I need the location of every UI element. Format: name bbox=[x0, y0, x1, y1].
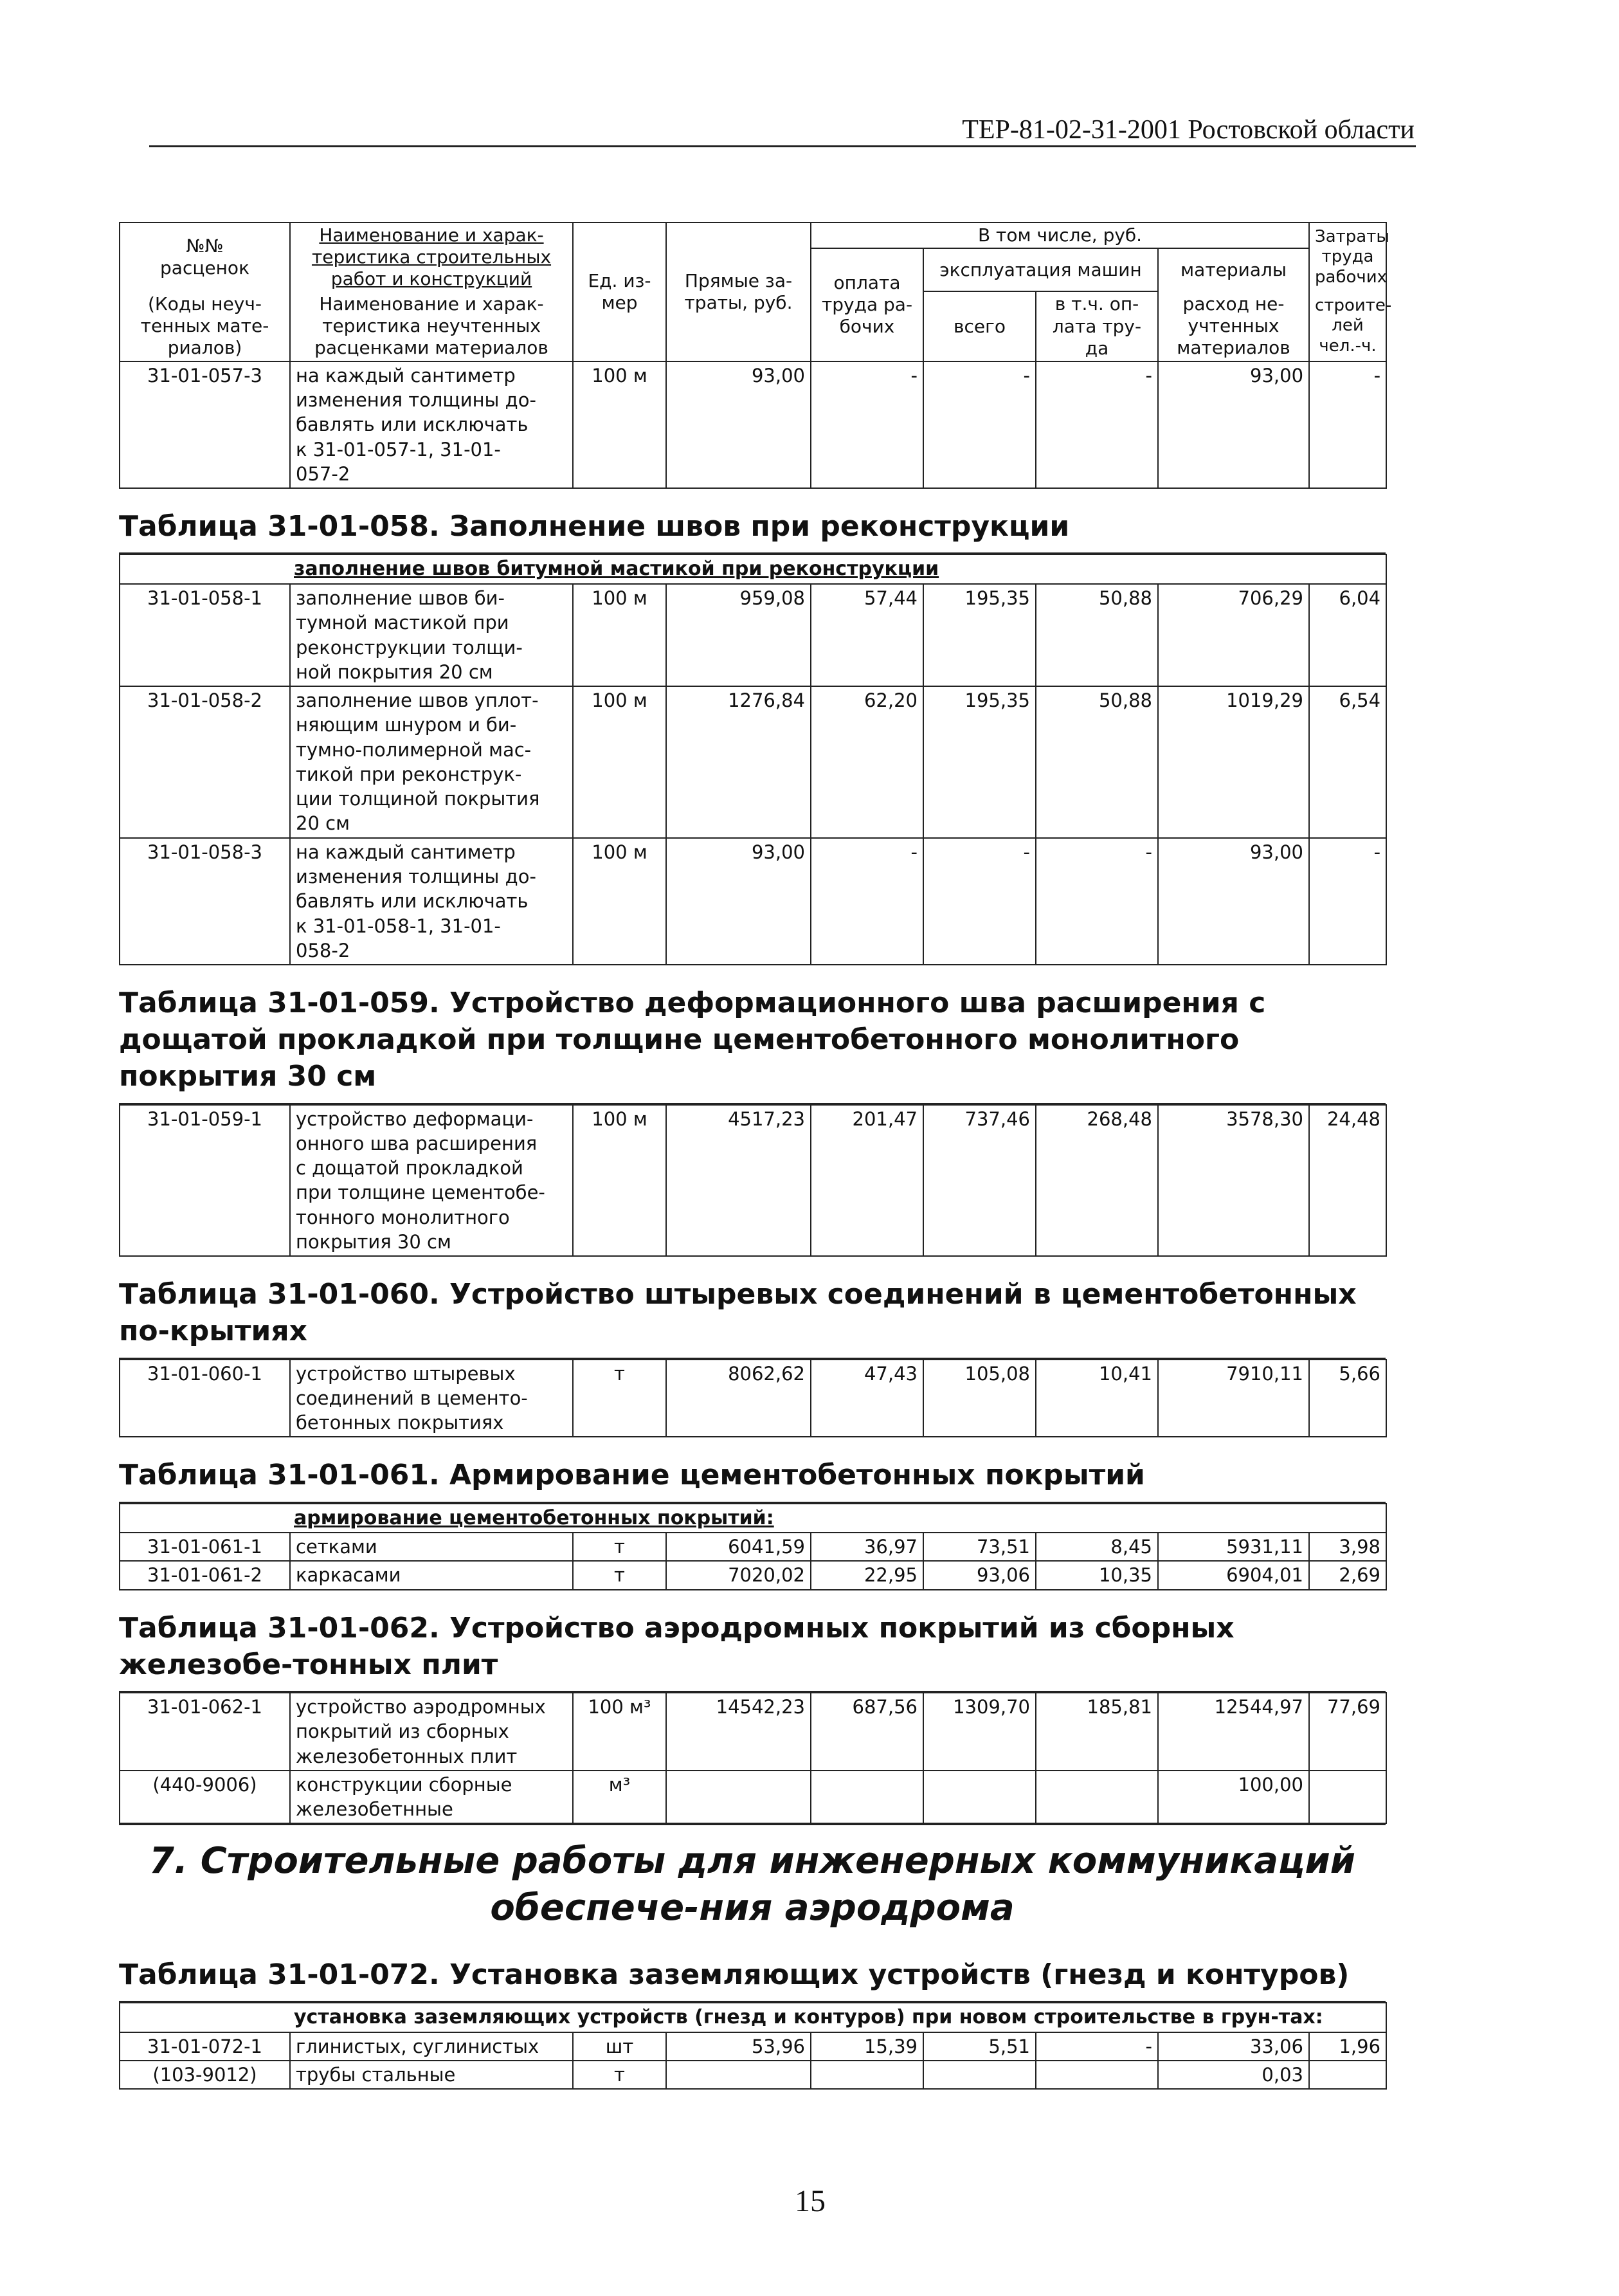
rate-unit-cell: 100 м³ bbox=[573, 1693, 666, 1771]
rate-code-cell: 31-01-062-1 bbox=[120, 1693, 290, 1771]
colhead-machines-wages: в т.ч. оп- лата тру- да bbox=[1036, 291, 1158, 361]
direct-costs-cell: 6041,59 bbox=[666, 1533, 811, 1561]
rate-code-cell: 31-01-072-1 bbox=[120, 2032, 290, 2061]
machine-costs-cell: 73,51 bbox=[923, 1533, 1036, 1561]
machine-costs-cell: 195,35 bbox=[923, 584, 1036, 686]
machine-costs-cell: 1309,70 bbox=[923, 1693, 1036, 1771]
labor-costs-cell: - bbox=[1309, 361, 1386, 488]
table-057-body bbox=[120, 361, 1386, 488]
rate-unit-cell: 100 м bbox=[573, 686, 666, 838]
materials-cell: 7910,11 bbox=[1158, 1360, 1309, 1437]
materials-cell: 3578,30 bbox=[1158, 1105, 1309, 1257]
rate-code-cell: 31-01-058-3 bbox=[120, 838, 290, 965]
machine-costs-cell bbox=[923, 1771, 1036, 1824]
table-row bbox=[120, 1561, 1386, 1589]
colhead-unit: Ед. из- мер bbox=[573, 223, 666, 361]
table-060-body bbox=[120, 1360, 1386, 1437]
machine-costs-cell: 105,08 bbox=[923, 1360, 1036, 1437]
materials-cell: 5931,11 bbox=[1158, 1533, 1309, 1561]
document-body bbox=[119, 222, 1392, 2090]
colhead-including: В том числе, руб. bbox=[811, 223, 1309, 248]
rate-name-cell: устройство штыревых соединений в цементо- бетонных покрытиях bbox=[290, 1360, 573, 1437]
labor-costs-cell: 2,69 bbox=[1309, 1561, 1386, 1589]
rate-unit-cell: т bbox=[573, 1533, 666, 1561]
table-058-subheading: заполнение швов битумной мастикой при реконструкции bbox=[120, 554, 1386, 584]
table-072-caption: Таблица 31-01-072. Установка заземляющих устройств (гнезд и контуров) bbox=[119, 1937, 1386, 2002]
table-row bbox=[120, 686, 1386, 838]
rate-unit-cell: м³ bbox=[573, 1771, 666, 1824]
rate-name-cell: на каждый сантиметр изменения толщины до- бавлять или исключать к 31-01-057-1, 31-01- 057-2 bbox=[290, 361, 573, 488]
machine-costs-cell: 5,51 bbox=[923, 2032, 1036, 2061]
machine-wages-cell: 185,81 bbox=[1036, 1693, 1158, 1771]
colhead-number: №№ расценок bbox=[120, 223, 290, 291]
direct-costs-cell bbox=[666, 2061, 811, 2089]
direct-costs-cell bbox=[666, 1771, 811, 1824]
colhead-materials-name: Наименование и харак- теристика неучтенных расценками материалов bbox=[290, 291, 573, 361]
colhead-name: Наименование и харак- теристика строительных работ и конструкций bbox=[290, 223, 573, 291]
labor-costs-cell: 3,98 bbox=[1309, 1533, 1386, 1561]
machine-wages-cell: 50,88 bbox=[1036, 584, 1158, 686]
labor-costs-cell: 6,54 bbox=[1309, 686, 1386, 838]
rate-name-cell: устройство аэродромных покрытий из сборных железобетонных плит bbox=[290, 1693, 573, 1771]
colhead-labor-unit: строите- лей чел.-ч. bbox=[1309, 291, 1386, 361]
wages-cell: 201,47 bbox=[811, 1105, 923, 1257]
colhead-direct-costs: Прямые за- траты, руб. bbox=[666, 223, 811, 361]
rate-code-cell: 31-01-058-1 bbox=[120, 584, 290, 686]
rate-unit-cell: 100 м bbox=[573, 584, 666, 686]
rate-unit-cell: шт bbox=[573, 2032, 666, 2061]
machine-wages-cell: - bbox=[1036, 838, 1158, 965]
wages-cell: 22,95 bbox=[811, 1561, 923, 1589]
table-row bbox=[120, 361, 1386, 488]
table-058-caption: Таблица 31-01-058. Заполнение швов при реконструкции bbox=[119, 489, 1386, 554]
wages-cell: 47,43 bbox=[811, 1360, 923, 1437]
direct-costs-cell: 7020,02 bbox=[666, 1561, 811, 1589]
rate-code-cell: 31-01-061-1 bbox=[120, 1533, 290, 1561]
running-header: ТЕР-81-02-31-2001 Ростовской области bbox=[962, 115, 1415, 145]
rate-unit-cell: т bbox=[573, 1561, 666, 1589]
rate-code-cell: (103-9012) bbox=[120, 2061, 290, 2089]
table-059-body bbox=[120, 1105, 1386, 1257]
machine-wages-cell: - bbox=[1036, 2032, 1158, 2061]
table-row bbox=[120, 1693, 1386, 1771]
direct-costs-cell: 14542,23 bbox=[666, 1693, 811, 1771]
colhead-labor: Затраты труда рабочих bbox=[1309, 223, 1386, 291]
direct-costs-cell: 8062,62 bbox=[666, 1360, 811, 1437]
table-059 bbox=[119, 1104, 1387, 1257]
rate-code-cell: 31-01-061-2 bbox=[120, 1561, 290, 1589]
labor-costs-cell: 5,66 bbox=[1309, 1360, 1386, 1437]
direct-costs-cell: 53,96 bbox=[666, 2032, 811, 2061]
materials-cell: 93,00 bbox=[1158, 361, 1309, 488]
machine-wages-cell bbox=[1036, 2061, 1158, 2089]
rate-name-cell: сетками bbox=[290, 1533, 573, 1561]
machine-wages-cell: 10,35 bbox=[1036, 1561, 1158, 1589]
materials-cell: 93,00 bbox=[1158, 838, 1309, 965]
rate-name-cell: на каждый сантиметр изменения толщины до- бавлять или исключать к 31-01-058-1, 31-01- 058-2 bbox=[290, 838, 573, 965]
rates-table-head bbox=[119, 222, 1392, 489]
direct-costs-cell: 1276,84 bbox=[666, 686, 811, 838]
wages-cell: 62,20 bbox=[811, 686, 923, 838]
colhead-materials: материалы bbox=[1158, 248, 1309, 291]
table-072 bbox=[119, 2002, 1387, 2090]
section-7-title: 7. Строительные работы для инженерных коммуникаций обеспече-ния аэродрома bbox=[119, 1824, 1386, 1937]
wages-cell bbox=[811, 2061, 923, 2089]
table-072-subheading: установка заземляющих устройств (гнезд и контуров) при новом строительстве в грун-тах: bbox=[120, 2003, 1386, 2032]
rate-name-cell: устройство деформаци- онного шва расширения с дощатой прокладкой при толщине цементобе- тонного монолитного покрытия 30 см bbox=[290, 1105, 573, 1257]
wages-cell: 36,97 bbox=[811, 1533, 923, 1561]
direct-costs-cell: 959,08 bbox=[666, 584, 811, 686]
table-061 bbox=[119, 1503, 1387, 1590]
table-061-body bbox=[120, 1533, 1386, 1590]
table-061-caption: Таблица 31-01-061. Армирование цементобетонных покрытий bbox=[119, 1437, 1386, 1502]
table-062-caption: Таблица 31-01-062. Устройство аэродромных покрытий из сборных железобе-тонных плит bbox=[119, 1590, 1386, 1692]
direct-costs-cell: 93,00 bbox=[666, 838, 811, 965]
materials-cell: 100,00 bbox=[1158, 1771, 1309, 1824]
colhead-wages: оплата труда ра- бочих bbox=[811, 248, 923, 361]
machine-wages-cell: 10,41 bbox=[1036, 1360, 1158, 1437]
machine-wages-cell: 8,45 bbox=[1036, 1533, 1158, 1561]
colhead-number-codes: (Коды неуч- тенных мате- риалов) bbox=[120, 291, 290, 361]
table-row bbox=[120, 1771, 1386, 1824]
machine-costs-cell: 93,06 bbox=[923, 1561, 1036, 1589]
table-row bbox=[120, 584, 1386, 686]
machine-costs-cell: - bbox=[923, 838, 1036, 965]
machine-costs-cell: 195,35 bbox=[923, 686, 1036, 838]
rate-code-cell: 31-01-057-3 bbox=[120, 361, 290, 488]
rate-unit-cell: т bbox=[573, 1360, 666, 1437]
page-number: 15 bbox=[795, 2184, 826, 2218]
table-060-caption: Таблица 31-01-060. Устройство штыревых соединений в цементобетонных по-крытиях bbox=[119, 1257, 1386, 1358]
materials-cell: 6904,01 bbox=[1158, 1561, 1309, 1589]
wages-cell: 687,56 bbox=[811, 1693, 923, 1771]
table-060 bbox=[119, 1359, 1387, 1438]
machine-costs-cell: - bbox=[923, 361, 1036, 488]
table-058-body bbox=[120, 584, 1386, 965]
colhead-machines-total: всего bbox=[923, 291, 1036, 361]
table-062-body bbox=[120, 1693, 1386, 1823]
rate-name-cell: заполнение швов уплот- няющим шнуром и би- тумно-полимерной мас- тикой при реконструк- ции толщиной покрытия 20 см bbox=[290, 686, 573, 838]
table-062 bbox=[119, 1692, 1387, 1824]
labor-costs-cell bbox=[1309, 1771, 1386, 1824]
materials-cell: 33,06 bbox=[1158, 2032, 1309, 2061]
colhead-materials-unaccounted: расход не- учтенных материалов bbox=[1158, 291, 1309, 361]
wages-cell: - bbox=[811, 361, 923, 488]
rate-name-cell: глинистых, суглинистых bbox=[290, 2032, 573, 2061]
rate-code-cell: (440-9006) bbox=[120, 1771, 290, 1824]
machine-wages-cell: - bbox=[1036, 361, 1158, 488]
machine-wages-cell: 268,48 bbox=[1036, 1105, 1158, 1257]
materials-cell: 0,03 bbox=[1158, 2061, 1309, 2089]
wages-cell: 15,39 bbox=[811, 2032, 923, 2061]
rate-unit-cell: 100 м bbox=[573, 361, 666, 488]
labor-costs-cell: 1,96 bbox=[1309, 2032, 1386, 2061]
table-row bbox=[120, 2061, 1386, 2089]
direct-costs-cell: 4517,23 bbox=[666, 1105, 811, 1257]
table-058 bbox=[119, 554, 1387, 965]
table-061-subheading: армирование цементобетонных покрытий: bbox=[120, 1504, 1386, 1533]
rate-code-cell: 31-01-059-1 bbox=[120, 1105, 290, 1257]
colhead-machines: эксплуатация машин bbox=[923, 248, 1158, 291]
labor-costs-cell: - bbox=[1309, 838, 1386, 965]
wages-cell bbox=[811, 1771, 923, 1824]
table-072-body bbox=[120, 2032, 1386, 2090]
table-row bbox=[120, 1533, 1386, 1561]
rate-name-cell: трубы стальные bbox=[290, 2061, 573, 2089]
rate-name-cell: каркасами bbox=[290, 1561, 573, 1589]
labor-costs-cell bbox=[1309, 2061, 1386, 2089]
rate-unit-cell: 100 м bbox=[573, 1105, 666, 1257]
machine-costs-cell: 737,46 bbox=[923, 1105, 1036, 1257]
rate-name-cell: конструкции сборные железобетнные bbox=[290, 1771, 573, 1824]
rate-unit-cell: 100 м bbox=[573, 838, 666, 965]
materials-cell: 706,29 bbox=[1158, 584, 1309, 686]
machine-wages-cell: 50,88 bbox=[1036, 686, 1158, 838]
labor-costs-cell: 77,69 bbox=[1309, 1693, 1386, 1771]
rate-code-cell: 31-01-058-2 bbox=[120, 686, 290, 838]
table-row bbox=[120, 2032, 1386, 2061]
materials-cell: 12544,97 bbox=[1158, 1693, 1309, 1771]
table-059-caption: Таблица 31-01-059. Устройство деформационного шва расширения с дощатой прокладкой при толщине цементобетонного монолитного покрытия 30 см bbox=[119, 965, 1386, 1104]
table-row bbox=[120, 1105, 1386, 1257]
machine-wages-cell bbox=[1036, 1771, 1158, 1824]
machine-costs-cell bbox=[923, 2061, 1036, 2089]
rate-name-cell: заполнение швов би- тумной мастикой при реконструкции толщи- ной покрытия 20 см bbox=[290, 584, 573, 686]
materials-cell: 1019,29 bbox=[1158, 686, 1309, 838]
labor-costs-cell: 6,04 bbox=[1309, 584, 1386, 686]
header-rule bbox=[149, 145, 1416, 147]
table-row bbox=[120, 838, 1386, 965]
direct-costs-cell: 93,00 bbox=[666, 361, 811, 488]
labor-costs-cell: 24,48 bbox=[1309, 1105, 1386, 1257]
wages-cell: - bbox=[811, 838, 923, 965]
rate-unit-cell: т bbox=[573, 2061, 666, 2089]
wages-cell: 57,44 bbox=[811, 584, 923, 686]
rate-code-cell: 31-01-060-1 bbox=[120, 1360, 290, 1437]
table-row bbox=[120, 1360, 1386, 1437]
